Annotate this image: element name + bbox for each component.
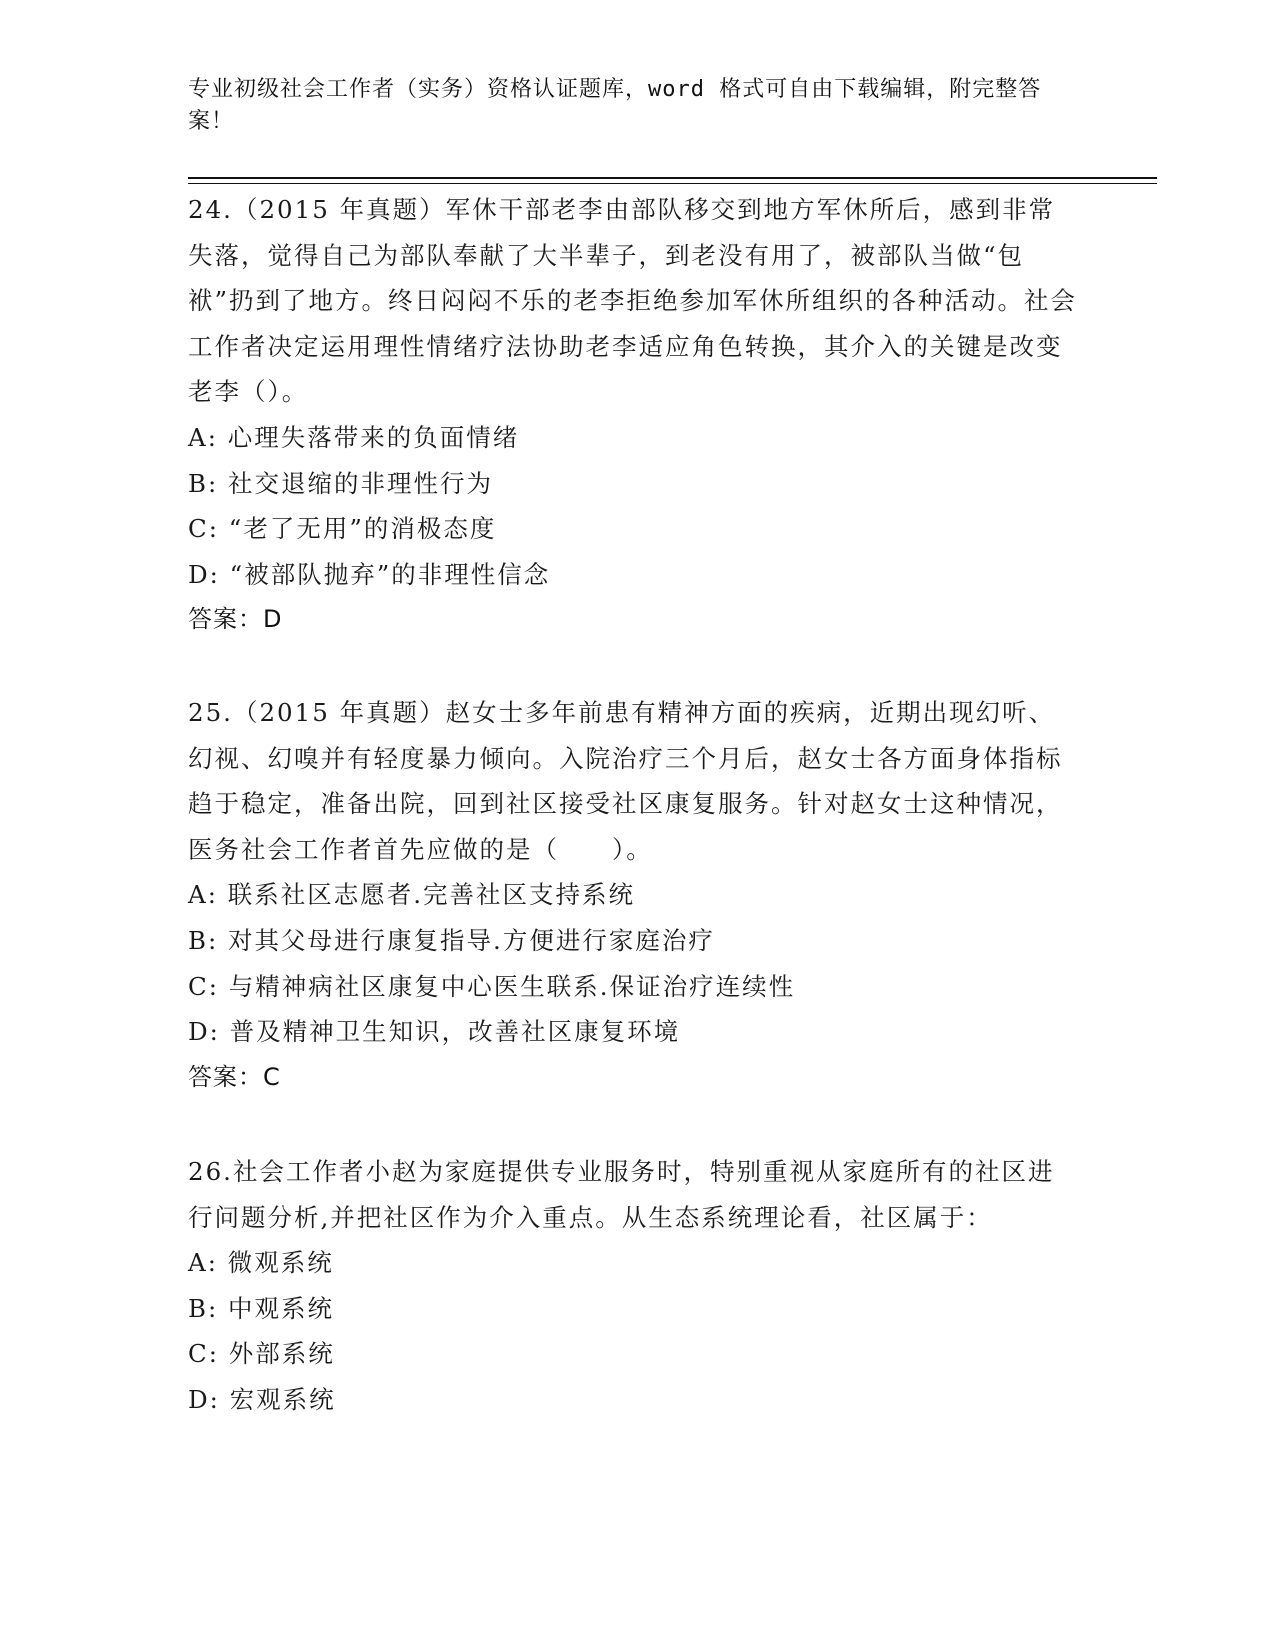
answer-line: 答案：D — [188, 605, 283, 634]
option-c: C: 外部系统 — [188, 1339, 335, 1369]
option-a: A: 联系社区志愿者.完善社区支持系统 — [188, 880, 636, 910]
option-a: A: 心理失落带来的负面情绪 — [188, 422, 520, 452]
option-c: C: “老了无用”的消极态度 — [188, 514, 497, 544]
option-d: D: “被部队抛弃”的非理性信念 — [188, 559, 551, 589]
option-b: B: 中观系统 — [188, 1293, 335, 1323]
question-25 — [188, 690, 1078, 1100]
option-d: D: 宏观系统 — [188, 1384, 336, 1414]
option-b: B: 社交退缩的非理性行为 — [188, 468, 494, 498]
answer-line: 答案：C — [188, 1062, 281, 1091]
question-26 — [188, 1149, 1078, 1423]
header-divider-thick — [188, 177, 1157, 179]
option-b: B: 对其父母进行康复指导.方便进行家庭治疗 — [188, 925, 715, 955]
question-text: 24.（2015 年真题）军休干部老李由部队移交到地方军休所后，感到非常失落，觉得自己为部队奉献了大半辈子，到老没有用了，被部队当做“包袱”扔到了地方。终日闷闷不乐的老李拒绝参加军休所组织的各种活动。社会工作者决定运用理性情绪疗法协助老李适应角色转换，其介入的关键是改变老李（）。 — [188, 195, 1078, 407]
question-text: 25.（2015 年真题）赵女士多年前患有精神方面的疾病，近期出现幻听、幻视、幻嗅并有轻度暴力倾向。入院治疗三个月后，赵女士各方面身体指标趋于稳定，准备出院，回到社区接受社区康复服务。针对赵女士这种情况，医务社会工作者首先应做的是（ ）。 — [188, 698, 1063, 864]
question-text: 26.社会工作者小赵为家庭提供专业服务时，特别重视从家庭所有的社区进行问题分析,并把社区作为介入重点。从生态系统理论看，社区属于： — [188, 1157, 1055, 1232]
option-c: C: 与精神病社区康复中心医生联系.保证治疗连续性 — [188, 971, 796, 1001]
option-a: A: 微观系统 — [188, 1248, 334, 1278]
header-divider-thin — [188, 183, 1157, 184]
question-24 — [188, 187, 1078, 643]
page-header: 专业初级社会工作者（实务）资格认证题库，word 格式可自由下载编辑，附完整答案！ — [188, 77, 1042, 134]
option-d: D: 普及精神卫生知识，改善社区康复环境 — [188, 1017, 681, 1047]
